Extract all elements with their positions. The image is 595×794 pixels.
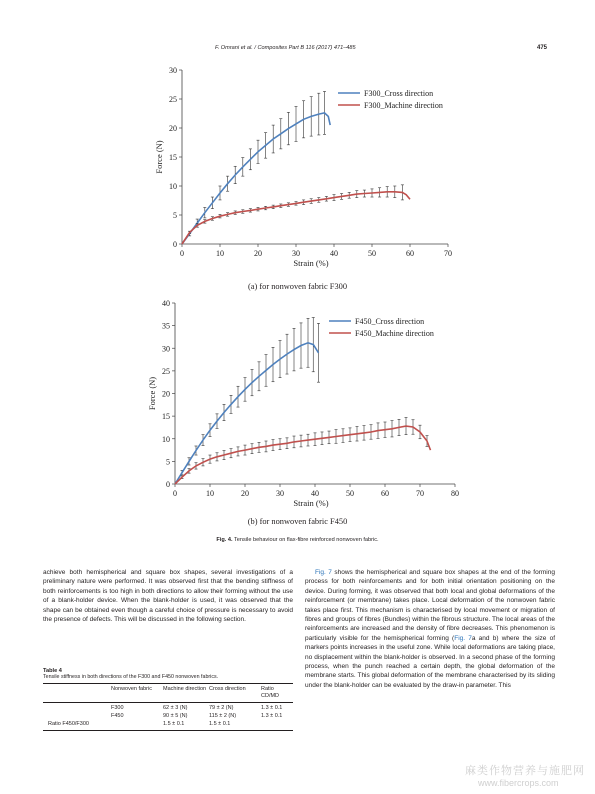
x-tick-label: 30	[276, 489, 284, 498]
x-axis-label: Strain (%)	[293, 258, 329, 268]
fig-7-link-2[interactable]: Fig. 7	[454, 634, 472, 642]
series-line-2	[182, 192, 410, 244]
table-cell	[43, 713, 111, 721]
table-cell	[111, 721, 163, 729]
subcaption-a: (a) for nonwoven fabric F300	[247, 282, 348, 291]
y-tick-label: 20	[162, 389, 170, 399]
table-row	[43, 713, 293, 721]
table-caption: Tensile stiffness in both directions of the F300 and F450 nonwoven fabrics.	[43, 674, 219, 680]
y-tick-label: 35	[162, 321, 170, 331]
page-number: 475	[537, 45, 548, 51]
y-tick-label: 25	[169, 95, 177, 104]
table-cell	[43, 705, 111, 713]
watermark-url: www.fibercrops.com	[478, 778, 559, 788]
y-tick-label: 5	[166, 457, 170, 467]
table-cell: 62 ± 3 (N)	[163, 705, 188, 711]
y-tick-label: 30	[169, 66, 177, 75]
table-cell	[261, 721, 293, 729]
x-tick-label: 30	[292, 249, 300, 258]
table-body	[43, 686, 293, 700]
x-tick-label: 60	[406, 249, 414, 258]
x-tick-label: 50	[346, 489, 354, 498]
y-tick-label: 25	[162, 366, 170, 376]
y-tick-label: 10	[162, 434, 170, 444]
table-cell: 1.3 ± 0.1	[261, 713, 283, 719]
x-tick-label: 50	[368, 249, 376, 258]
x-tick-label: 80	[451, 489, 459, 498]
y-axis-label: Force (N)	[147, 376, 157, 411]
x-tick-label: 10	[206, 489, 214, 498]
legend-entry: F300_Cross direction	[364, 89, 434, 98]
table-data	[43, 705, 293, 729]
legend-entry: F450_Machine direction	[355, 329, 434, 338]
y-tick-label: 5	[173, 211, 177, 220]
table-cell: 1.3 ± 0.1	[261, 705, 283, 711]
legend-entry: F300_Machine direction	[364, 101, 443, 110]
x-tick-label: 40	[311, 489, 319, 498]
right-paragraph-text-2: a and b) where the size of markers points increases in the useful zone. While local deformations are taking place, no displacement within the blank-holder is observed. In a second phase of the forming process, when the punch reached a certain depth, the global deformation of the membrane starts. This global deformation of the membrane characterised by its sliding under the blank-holder can be evaluated by the draw-in parameter. This	[305, 634, 555, 689]
subcaption-b: (b) for nonwoven fabric F450	[247, 517, 348, 526]
table-cell: F300	[111, 705, 124, 711]
right-paragraph	[305, 568, 555, 690]
chart-f450	[143, 295, 473, 515]
x-tick-label: 10	[216, 249, 224, 258]
table-header-cell: Cross direction	[209, 686, 246, 692]
left-column	[43, 568, 293, 624]
series-line-1	[182, 113, 330, 244]
y-tick-label: 15	[162, 412, 170, 422]
x-axis-label: Strain (%)	[293, 498, 329, 508]
y-tick-label: 0	[166, 480, 170, 489]
figure-caption-text: Tensile behaviour on flax-fibre reinforced nonwoven fabric.	[234, 537, 379, 543]
y-tick-label: 0	[173, 240, 177, 249]
table-header-cell: Ratio CD/MD	[261, 686, 280, 699]
left-paragraph: achieve both hemispherical and square box shapes, several investigations of a preliminary nature were performed. It was observed first that the bending stiffness of both reinforcements is too high in both directions to allow their forming without the use of a blank-holder device. When the blank-holder is used, it was observed that the shape can be obtained even though a careful choice of pressure is necessary to avoid the presence of defects. This will be discussed in the following section.	[43, 569, 293, 624]
x-tick-label: 40	[330, 249, 338, 258]
table-row	[43, 705, 293, 713]
x-tick-label: 20	[241, 489, 249, 498]
x-tick-label: 60	[381, 489, 389, 498]
y-tick-label: 30	[162, 344, 170, 354]
y-tick-label: 20	[169, 124, 177, 133]
fig-7-link[interactable]: Fig. 7	[315, 569, 332, 576]
table-cell: 90 ± 5 (N)	[163, 713, 188, 719]
table-cell: 79 ± 2 (N)	[209, 705, 234, 711]
y-axis-label: Force (N)	[154, 140, 164, 174]
right-paragraph-text: shows the hemispherical and square box shapes at the end of the forming process for both reinforcements and for both initial orientation positioning on the device. During forming, it was observed that both local and global deformations of the reinforcement (or membrane) takes place. Local deformation of the nonwoven fabric takes place first. This mechanism is characterised by local movement or migration of fibres and groups of fibres (Bundles) within the fibrous structure. The local areas of the reinforcements are increased and the density of fibre decreases. This phenomenon is particularly visible for the hemispherical forming (	[305, 569, 555, 642]
y-tick-label: 15	[169, 153, 177, 162]
running-head: F. Omrani et al. / Composites Part B 116 (2017) 471–485	[215, 45, 356, 51]
x-tick-label: 20	[254, 249, 262, 258]
table-header-row	[43, 686, 293, 700]
watermark-text: 麻类作物营养与施肥网	[465, 765, 585, 777]
table-header-cell: Nonwoven fabric	[111, 686, 152, 692]
x-tick-label: 70	[416, 489, 424, 498]
table-header-cell: Machine direction	[163, 686, 207, 692]
x-tick-label: 0	[180, 249, 184, 258]
chart-f300	[150, 60, 470, 280]
table-4	[43, 668, 293, 731]
y-tick-label: 10	[169, 182, 177, 191]
table-cell: 1.5 ± 0.1	[163, 721, 185, 727]
table-row	[43, 721, 293, 729]
table-title: Table 4	[43, 668, 62, 674]
legend-entry: F450_Cross direction	[355, 317, 425, 326]
x-tick-label: 0	[173, 489, 177, 498]
table-cell: Ratio F450/F300	[48, 721, 89, 727]
right-column	[305, 568, 555, 690]
figure-caption	[0, 537, 595, 543]
table-cell: 1.5 ± 0.1	[209, 721, 231, 727]
figure-caption-label: Fig. 4.	[216, 537, 233, 543]
table-cell: F450	[111, 713, 124, 719]
table-cell: 115 ± 2 (N)	[209, 713, 237, 719]
y-tick-label: 40	[162, 299, 170, 308]
table-header-cell	[43, 686, 111, 700]
x-tick-label: 70	[444, 249, 452, 258]
